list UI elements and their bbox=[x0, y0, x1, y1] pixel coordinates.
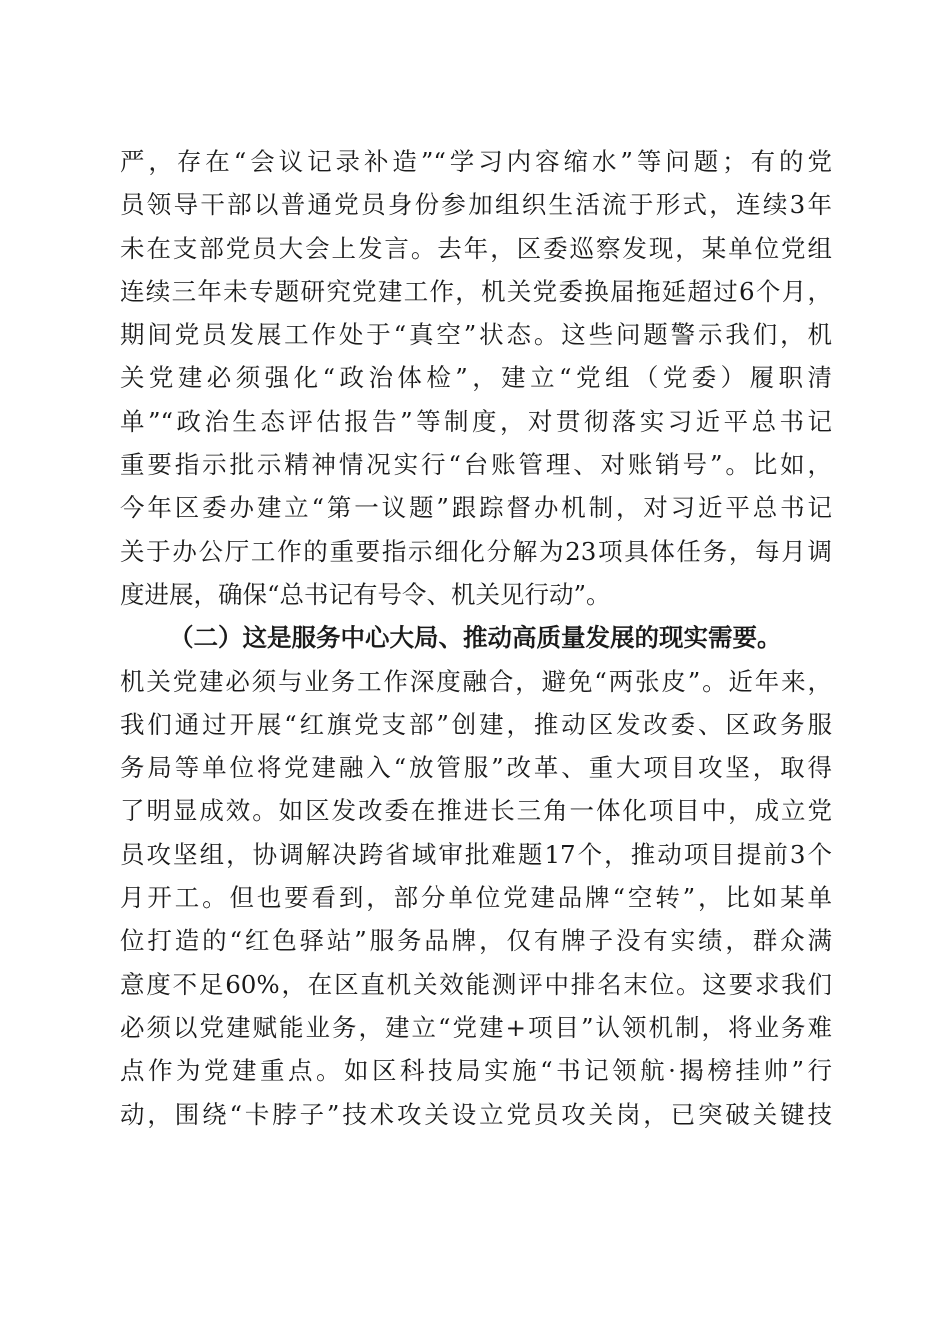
body-line: 重要指示批示精神情况实行“台账管理、对账销号”。比如， bbox=[120, 450, 832, 480]
body-line: 关党建必须强化“政治体检”，建立“党组（党委）履职清 bbox=[120, 363, 832, 393]
body-line: 我们通过开展“红旗党支部”创建，推动区发改委、区政务服 bbox=[120, 709, 832, 739]
body-line: 员攻坚组，协调解决跨省域审批难题17个，推动项目提前3个 bbox=[120, 839, 832, 869]
body-line: 单”“政治生态评估报告”等制度，对贯彻落实习近平总书记 bbox=[120, 406, 832, 436]
body-line: 务局等单位将党建融入“放管服”改革、重大项目攻坚，取得 bbox=[120, 753, 832, 783]
body-line: 月开工。但也要看到，部分单位党建品牌“空转”，比如某单 bbox=[120, 883, 832, 913]
body-line: 动，围绕“卡脖子”技术攻关设立党员攻关岗，已突破关键技 bbox=[120, 1099, 832, 1129]
document-body bbox=[120, 140, 832, 1136]
body-line: 今年区委办建立“第一议题”跟踪督办机制，对习近平总书记 bbox=[120, 493, 832, 523]
body-line: 期间党员发展工作处于“真空”状态。这些问题警示我们，机 bbox=[120, 320, 832, 350]
body-line: 机关党建必须与业务工作深度融合，避免“两张皮”。近年来， bbox=[120, 666, 832, 696]
body-line: 点作为党建重点。如区科技局实施“书记领航·揭榜挂帅”行 bbox=[120, 1056, 832, 1086]
body-line: 必须以党建赋能业务，建立“党建+项目”认领机制，将业务难 bbox=[120, 1012, 832, 1042]
section-heading: （二）这是服务中心大局、推动高质量发展的现实需要。 bbox=[169, 623, 782, 653]
body-line: 度进展，确保“总书记有号令、机关见行动”。 bbox=[120, 579, 611, 609]
body-line: 意度不足60%，在区直机关效能测评中排名末位。这要求我们 bbox=[120, 969, 832, 999]
body-line: 严，存在“会议记录补造”“学习内容缩水”等问题；有的党 bbox=[120, 147, 832, 176]
body-line: 了明显成效。如区发改委在推进长三角一体化项目中，成立党 bbox=[120, 796, 832, 826]
body-line: 未在支部党员大会上发言。去年，区委巡察发现，某单位党组 bbox=[120, 233, 832, 263]
body-line: 员领导干部以普通党员身份参加组织生活流于形式，连续3年 bbox=[120, 190, 832, 220]
body-line: 关于办公厅工作的重要指示细化分解为23项具体任务，每月调 bbox=[120, 536, 832, 566]
body-line: 连续三年未专题研究党建工作，机关党委换届拖延超过6个月， bbox=[120, 276, 832, 306]
body-line: 位打造的“红色驿站”服务品牌，仅有牌子没有实绩，群众满 bbox=[120, 926, 832, 956]
